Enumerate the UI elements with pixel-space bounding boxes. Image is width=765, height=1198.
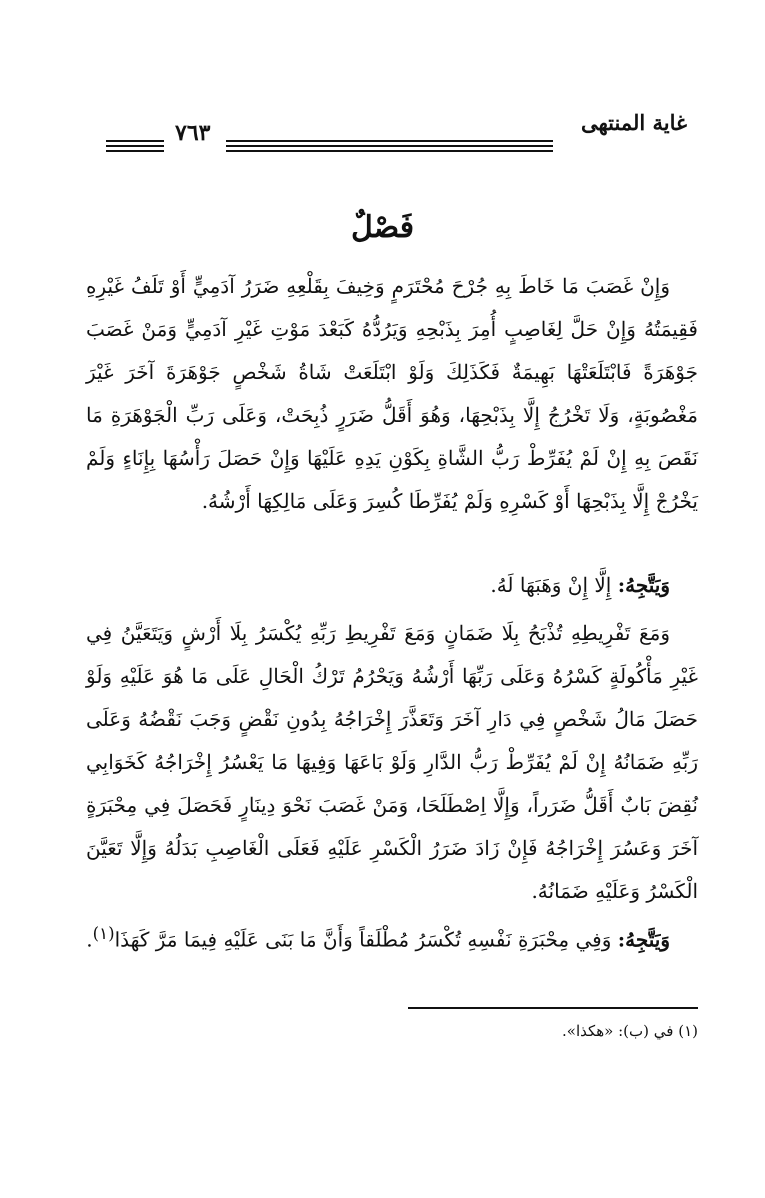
paragraph-4-text: وَفِي مِحْبَرَةِ نَفْسِهِ تُكْسَرُ مُطْلَقاً وَأَنَّ مَا بَنَى عَلَيْهِ فِيمَا مَرَّ كَهَذَا [114,927,618,952]
footnote: (١) في (ب): «هكذا». [562,1022,698,1040]
paragraph-2 [86,564,698,607]
paragraph-1 [86,265,698,523]
paragraph-4-lead: وَيَتَّجِهُ: [617,927,670,952]
running-title: غاية المنتهى [580,110,687,135]
header-rule-left [106,140,164,152]
paragraph-4 [86,912,698,962]
paragraph-2-lead: وَيَتَّجِهُ: [617,573,670,597]
paragraph-1-text: وَإِنْ غَصَبَ مَا خَاطَ بِهِ جُرْحَ مُحْتَرَمٍ وَخِيفَ بِقَلْعِهِ ضَرَرُ آدَمِيٍّ أَوْ تَلَفُ غَيْرِهِ فَقِيمَتُهُ وَإِنْ حَلَّ لِغَاصِبٍ أُمِرَ بِذَبْحِهِ وَيَرُدُّهُ كَبَعْدَ مَوْتِ غَيْرِ آدَمِيٍّ وَمَنْ غَصَبَ جَوْهَرَةً فَابْتَلَعَتْهَا بَهِيمَةٌ فَكَذَلِكَ وَلَوْ ابْتَلَعَتْ شَاةُ شَخْصٍ جَوْهَرَةَ آخَرَ غَيْرَ مَغْصُوبَةٍ، وَلَا تَخْرُجُ إِلَّا بِذَبْحِهَا، وَهُوَ أَقَلُّ ضَرَرٍ ذُبِحَتْ، وَعَلَى رَبِّ الْجَوْهَرَةِ مَا نَقَصَ بِهِ إِنْ لَمْ يُفَرِّطْ رَبُّ الشَّاةِ بِكَوْنِ يَدِهِ عَلَيْهَا وَإِنْ حَصَلَ رَأْسُهَا بِإِنَاءٍ وَلَمْ يَخْرُجْ إِلَّا بِذَبْحِهَا أَوْ كَسْرِهِ وَلَمْ يُفَرِّطَا كُسِرَ وَعَلَى مَالِكِهَا أَرْشُهُ. [86,274,698,513]
paragraph-2-text: إِلَّا إِنْ وَهَبَهَا لَهُ. [490,573,618,597]
page-number: ٧٦٣ [175,120,211,146]
paragraph-3-text: وَمَعَ تَفْرِيطِهِ تُذْبَحُ بِلَا ضَمَانٍ وَمَعَ تَفْرِيطِ رَبِّهِ يُكْسَرُ بِلَا أَرْشٍ وَيَتَعَيَّنُ فِي غَيْرِ مَأْكُولَةٍ كَسْرُهُ وَعَلَى رَبِّهَا أَرْشُهُ وَيَحْرُمُ تَرْكُ الْحَالِ عَلَى مَا هُوَ عَلَيْهِ وَلَوْ حَصَلَ مَالُ شَخْصٍ فِي دَارِ آخَرَ وَتَعَذَّرَ إِخْرَاجُهُ بِدُونِ نَقْضٍ وَجَبَ نَقْضُهُ وَعَلَى رَبِّهِ ضَمَانُهُ إِنْ لَمْ يُفَرِّطْ رَبُّ الدَّارِ وَلَوْ بَاعَهَا وَفِيهَا مَا يَعْسُرُ إِخْرَاجُهُ كَخَوَابِي نُقِضَ بَابٌ أَقَلُّ ضَرَراً، وَإِلَّا اِصْطَلَحَا، وَمَنْ غَصَبَ نَحْوَ دِينَارٍ فَحَصَلَ فِي مِحْبَرَةٍ آخَرَ وَعَسُرَ إِخْرَاجُهُ فَإِنْ زَادَ ضَرَرُ الْكَسْرِ عَلَيْهِ فَعَلَى الْغَاصِبِ بَدَلُهُ وَإِلَّا تَعَيَّنَ الْكَسْرُ وَعَلَيْهِ ضَمَانُهُ. [86,621,698,903]
paragraph-3 [86,612,698,913]
header-rule-right [226,140,553,152]
footnote-reference: (١) [92,924,115,943]
paragraph-4-tail: . [86,927,93,952]
footnote-separator [408,1007,698,1009]
section-heading: فَصْلٌ [350,210,415,245]
